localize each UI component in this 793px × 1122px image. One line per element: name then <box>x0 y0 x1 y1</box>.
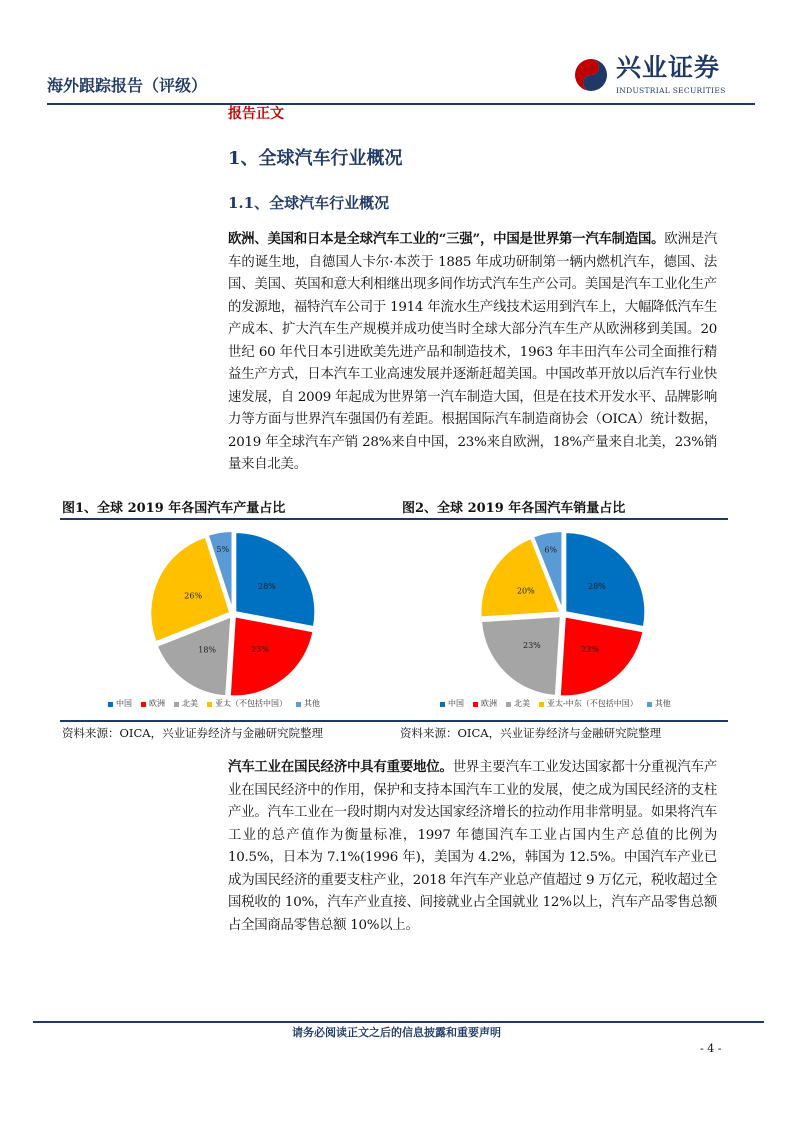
pie-data-label: 23% <box>581 644 599 654</box>
legend-item <box>647 699 671 709</box>
heading-1: 1、全球汽车行业概况 <box>228 148 403 169</box>
section-label: 报告正文 <box>228 106 284 122</box>
pie-slice-0 <box>565 532 645 627</box>
chart-bottom-rule <box>60 720 728 722</box>
legend-label: 中国 <box>448 699 464 708</box>
legend-label: 欧洲 <box>481 699 497 708</box>
legend-swatch <box>647 702 652 707</box>
legend-label: 北美 <box>514 699 530 708</box>
pie-data-label: 26% <box>184 591 203 601</box>
chart-2-title: 图2、全球 2019 年各国汽车销量占比 <box>402 501 626 516</box>
legend-item <box>296 699 320 709</box>
legend-item <box>174 699 198 709</box>
chart-1-pie <box>143 524 323 704</box>
chart-2-legend <box>440 699 671 709</box>
chart-2-pie <box>473 524 653 704</box>
legend-swatch <box>174 702 179 707</box>
legend-label: 欧洲 <box>149 699 165 708</box>
pie-data-label: 20% <box>516 586 535 596</box>
legend-swatch <box>440 702 445 707</box>
legend-label: 其他 <box>654 699 671 708</box>
paragraph-1-body: 欧洲是汽车的诞生地，自德国人卡尔·本茨于 1885 年成功研制第一辆内燃机汽车，德国、法国、美国、英国和意大利相继出现多间作坊式汽车生产公司。美国是汽车工业化生产的发源地，福特汽车公司于 1914 年流水生产线技术运用到汽车上，大幅降低汽车生产成本、扩大汽车生产规模并成功使当时全球大部分汽车生产从欧洲移到美国。20 世纪 60 年代日本引进欧美先进产品和制造技术，1963 年丰田汽车公司全面推行精益生产方式，日本汽车工业高速发展并逐渐赶超美国。中国改革开放以后汽车行业快速发展，自 2009 年起成为世界第一汽车制造大国，但是在技术开发水平、品牌影响力等方面与世界汽车强国仍有差距。根据国际汽车制造商协会（OICA）统计数据，2019 年全球汽车产销 28%来自中国，23%来自欧洲，18%产量来自北美，23%销量来自北美。 <box>228 232 718 472</box>
pie-slice-1 <box>560 616 644 696</box>
legend-label: 其他 <box>304 699 320 708</box>
legend-swatch <box>108 702 113 707</box>
legend-swatch <box>539 702 544 707</box>
paragraph-2-body: 世界主要汽车工业发达国家都十分重视汽车产业在国民经济中的作用，保护和支持本国汽车工业的发展，使之成为国民经济的支柱产业。汽车工业在一段时期内对发达国家经济增长的拉动作用非常明显。如果将汽车工业的总产值作为衡量标准，1997 年德国汽车工业占国内生产总值的比例为 10.5%，日本为 7.1%(1996 年)，美国为 4.2%，韩国为 12.5%。中国汽车产业已成为国民经济的重要支柱产业，2018 年汽车产业总产值超过 9 万亿元，税收超过全国税收的 10%，汽车产业直接、间接就业占全国就业 12%以上，汽车产品零售总额占全国商品零售总额 10%以上。 <box>228 760 718 933</box>
footer-divider <box>33 1021 764 1023</box>
legend-label: 亚太（不包括中国） <box>215 699 287 708</box>
legend-label: 中国 <box>116 699 132 708</box>
heading-2: 1.1、全球汽车行业概况 <box>228 194 390 212</box>
paragraph-1-lead: 欧洲、美国和日本是全球汽车工业的“三强”，中国是世界第一汽车制造国。 <box>228 231 665 247</box>
pie-slice-1 <box>230 616 314 696</box>
paragraph-2 <box>228 756 717 937</box>
logo-subtext: INDUSTRIAL SECURITIES <box>616 86 726 95</box>
legend-item <box>473 699 497 709</box>
footer-disclaimer: 请务必阅读正文之后的信息披露和重要声明 <box>292 1026 501 1039</box>
logo-text: 兴业证券 <box>616 53 721 82</box>
legend-item <box>141 699 165 709</box>
pie-data-label: 23% <box>251 644 269 654</box>
report-type: 海外跟踪报告（评级） <box>47 76 208 95</box>
pie-data-label: 18% <box>198 645 217 655</box>
chart-1-title: 图1、全球 2019 年各国汽车产量占比 <box>62 501 286 516</box>
paragraph-1 <box>228 228 717 477</box>
legend-swatch <box>506 702 511 707</box>
paragraph-2-lead: 汽车工业在国民经济中具有重要地位。 <box>228 759 453 775</box>
legend-item <box>108 699 132 709</box>
logo-icon <box>572 56 610 94</box>
pie-data-label: 23% <box>522 641 541 651</box>
chart-2-source: 资料来源：OICA，兴业证券经济与金融研究院整理 <box>400 726 662 740</box>
legend-item <box>506 699 530 709</box>
page-number: - 4 - <box>700 1042 722 1055</box>
header-divider <box>47 103 755 105</box>
pie-data-label: 6% <box>544 545 558 555</box>
pie-slice-0 <box>235 532 315 627</box>
pie-data-label: 5% <box>216 545 230 555</box>
legend-swatch <box>141 702 146 707</box>
pie-data-label: 28% <box>258 581 276 591</box>
chart-1-legend <box>108 699 320 709</box>
legend-label: 亚太-中东（不包括中国） <box>547 699 638 708</box>
chart-top-rule <box>60 518 728 520</box>
pie-data-label: 28% <box>588 581 606 591</box>
legend-item <box>207 699 287 709</box>
legend-swatch <box>207 702 212 707</box>
chart-1-source: 资料来源：OICA，兴业证券经济与金融研究院整理 <box>62 726 324 740</box>
legend-label: 北美 <box>182 699 198 708</box>
legend-item <box>440 699 464 709</box>
legend-swatch <box>296 702 301 707</box>
legend-swatch <box>473 702 478 707</box>
pie-slice-2 <box>481 616 561 696</box>
legend-item <box>539 699 638 709</box>
